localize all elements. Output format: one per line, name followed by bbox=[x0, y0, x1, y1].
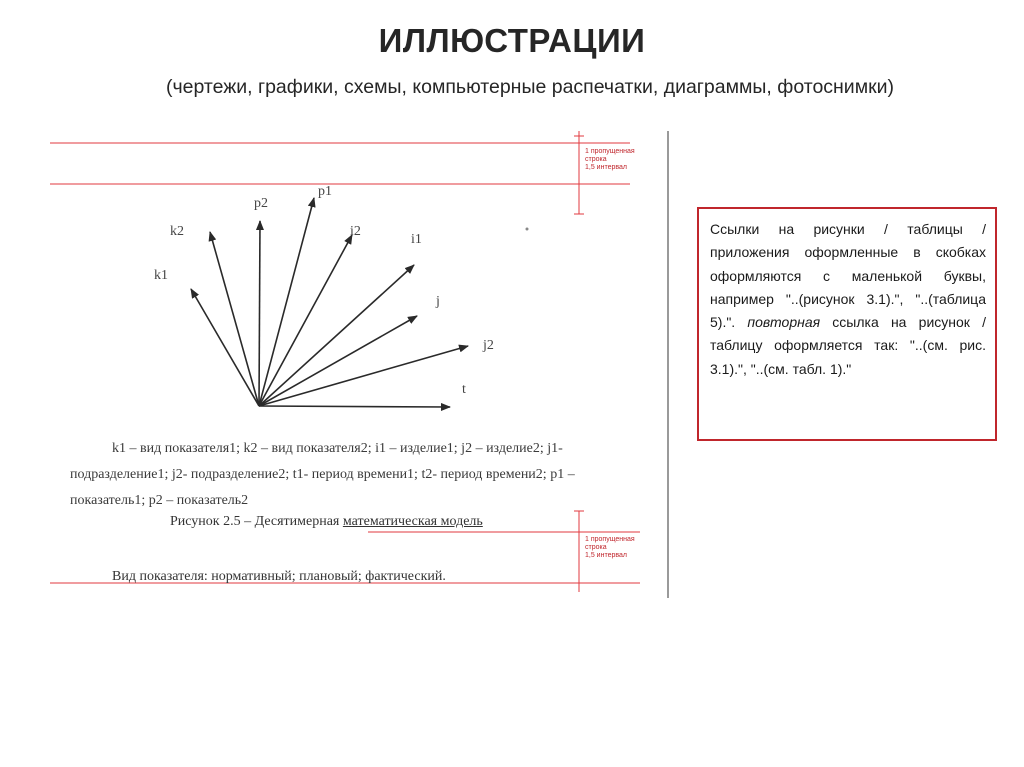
emphasis-text: повторная bbox=[747, 314, 821, 331]
reference-rules-box: Ссылки на рисунки / таблицы / приложения оформленные в скобках оформляются с маленькой буквы, например "..(рисунок 3.1).", "..(таблица 5).". повторная ссылка на рисунок /таблицу оформляется так: "..(см. рис. 3.1).", "..(см. табл. 1)." bbox=[697, 207, 997, 441]
legend-line: k1 – вид показателя1; k2 – вид показателя2; i1 – изделие1; j2 – изделие2; j1- bbox=[112, 441, 563, 456]
vector-k1 bbox=[191, 289, 259, 406]
slide-title: ИЛЛЮСТРАЦИИ bbox=[378, 22, 646, 59]
spacing-note-bottom: 1 пропущенная строка 1,5 интервал bbox=[585, 536, 635, 559]
vector-j2 bbox=[259, 346, 468, 406]
slide-subtitle: (чертежи, графики, схемы, компьютерные распечатки, диаграммы, фотоснимки) bbox=[165, 76, 895, 98]
label-p1: p1 bbox=[318, 184, 332, 199]
vector-diagram bbox=[50, 128, 680, 603]
vector-p1 bbox=[259, 198, 314, 406]
figure-caption: Рисунок 2.5 – Десятимерная математическая модель bbox=[170, 514, 483, 529]
label-i2: i2 bbox=[350, 224, 361, 239]
legend-line: показатель1; p2 – показатель2 bbox=[70, 493, 249, 508]
vector-t bbox=[259, 406, 450, 407]
label-j: j bbox=[436, 294, 440, 309]
label-j2: j2 bbox=[483, 338, 494, 353]
figure-legend bbox=[70, 436, 658, 514]
label-p2: p2 bbox=[254, 196, 268, 211]
legend-line: подразделение1; j2- подразделение2; t1- период времени1; t2- период времени2; p1 – bbox=[70, 467, 575, 482]
indicator-kind-line: Вид показателя: нормативный; плановый; фактический. bbox=[112, 569, 446, 584]
vector-k2 bbox=[210, 232, 259, 406]
vector-p2 bbox=[259, 221, 260, 406]
label-t: t bbox=[462, 382, 466, 397]
vector-i1 bbox=[259, 265, 414, 406]
label-k2: k2 bbox=[170, 224, 184, 239]
spacing-note-top: 1 пропущенная строка 1,5 интервал bbox=[585, 148, 635, 171]
vectors bbox=[191, 198, 468, 407]
document-excerpt bbox=[50, 128, 680, 603]
label-i1: i1 bbox=[411, 232, 422, 247]
label-k1: k1 bbox=[154, 268, 168, 283]
